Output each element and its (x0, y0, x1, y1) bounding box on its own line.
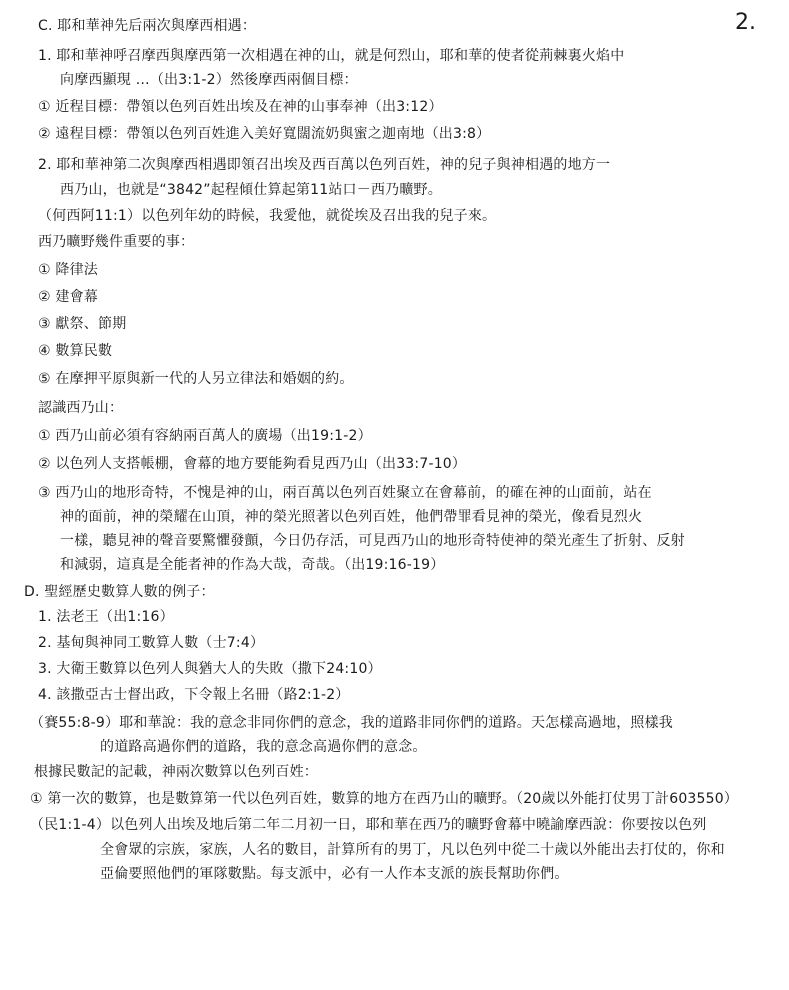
list-item: ① 第一次的數算，也是數算第一代以色列百姓，數算的地方在西乃山的曠野。（20歲以外能打仗男丁計603550） (30, 791, 739, 807)
note-line: 向摩西顯現 …（出3:1-2）然後摩西兩個目標： (60, 72, 358, 88)
list-item: ③ 西乃山的地形奇特，不愧是神的山，兩百萬以色列百姓聚立在會幕前，的確在神的山面前，站在 (38, 485, 652, 501)
list-item: 4. 該撒亞古士督出政，下令報上名冊（路2:1-2） (38, 687, 350, 703)
note-line: 神的面前，神的榮耀在山頂，神的榮光照著以色列百姓，他們帶罪看見神的榮光，像看見烈火 (60, 509, 643, 525)
note-heading: 根據民數記的記載，神兩次數算以色列百姓： (34, 764, 318, 780)
list-item: ① 降律法 (38, 262, 99, 278)
note-line: （何西阿11:1）以色列年幼的時候，我愛他，就從埃及召出我的兒子來。 (38, 208, 497, 224)
list-item: 1. 法老王（出1:16） (38, 609, 174, 625)
note-line: 2. 耶和華神第二次與摩西相遇即領召出埃及西百萬以色列百姓，神的兒子與神相遇的地方一 (38, 157, 611, 173)
list-item: ② 建會幕 (38, 289, 99, 305)
note-line: 的道路高過你們的道路，我的意念高過你們的意念。 (100, 739, 427, 755)
section-c-heading: C. 耶和華神先后兩次與摩西相遇： (38, 18, 257, 34)
list-item: ② 以色列人支搭帳棚，會幕的地方要能夠看見西乃山（出33:7-10） (38, 456, 467, 472)
note-line: 西乃山，也就是“3842”起程傾仕算起第11站口－西乃曠野。 (60, 182, 442, 198)
note-line: 全會眾的宗族，家族，人名的數目，計算所有的男丁，凡以色列中從二十歲以外能出去打仗的，你和 (100, 842, 725, 858)
list-item: 2. 基甸與神同工數算人數（士7:4） (38, 635, 265, 651)
list-item: ④ 數算民數 (38, 343, 113, 359)
note-line: 西乃曠野幾件重要的事： (38, 234, 195, 250)
list-item: ① 西乃山前必須有容納兩百萬人的廣場（出19:1-2） (38, 428, 372, 444)
list-item: ③ 獻祭、節期 (38, 316, 127, 332)
note-line: （賽55:8-9）耶和華說：我的意念非同你們的意念，我的道路非同你們的道路。天怎樣高過地，照樣我 (30, 715, 673, 731)
list-item: ⑤ 在摩押平原與新一代的人另立律法和婚姻的約。 (38, 371, 354, 387)
note-line: 1. 耶和華神呼召摩西與摩西第一次相遇在神的山，就是何烈山，耶和華的使者從荊棘裏火焰中 (38, 48, 625, 64)
note-line: ② 遠程目標：帶領以色列百姓進入美好寬闊流奶與蜜之迦南地（出3:8） (38, 126, 491, 142)
list-item: 3. 大衛王數算以色列人與猶大人的失敗（撒下24:10） (38, 661, 382, 677)
note-line: 一樣，聽見神的聲音要驚懼發顫，今日仍存活，可見西乃山的地形奇特使神的榮光產生了折射、反射 (60, 533, 685, 549)
note-line: 和減弱，這真是全能者神的作為大哉，奇哉。（出19:16-19） (60, 557, 445, 573)
page-number: 2. (735, 10, 756, 35)
note-heading: 認識西乃山： (38, 400, 124, 416)
note-line: ① 近程目標：帶領以色列百姓出埃及在神的山事奉神（出3:12） (38, 99, 443, 115)
note-line: 亞倫要照他們的軍隊數點。每支派中，必有一人作本支派的族長幫助你們。 (100, 866, 569, 882)
note-line: （民1:1-4）以色列人出埃及地后第二年二月初一日，耶和華在西乃的曠野會幕中曉諭摩西說：你要按以色列 (30, 817, 707, 833)
section-d-heading: D. 聖經歷史數算人數的例子： (24, 584, 215, 600)
